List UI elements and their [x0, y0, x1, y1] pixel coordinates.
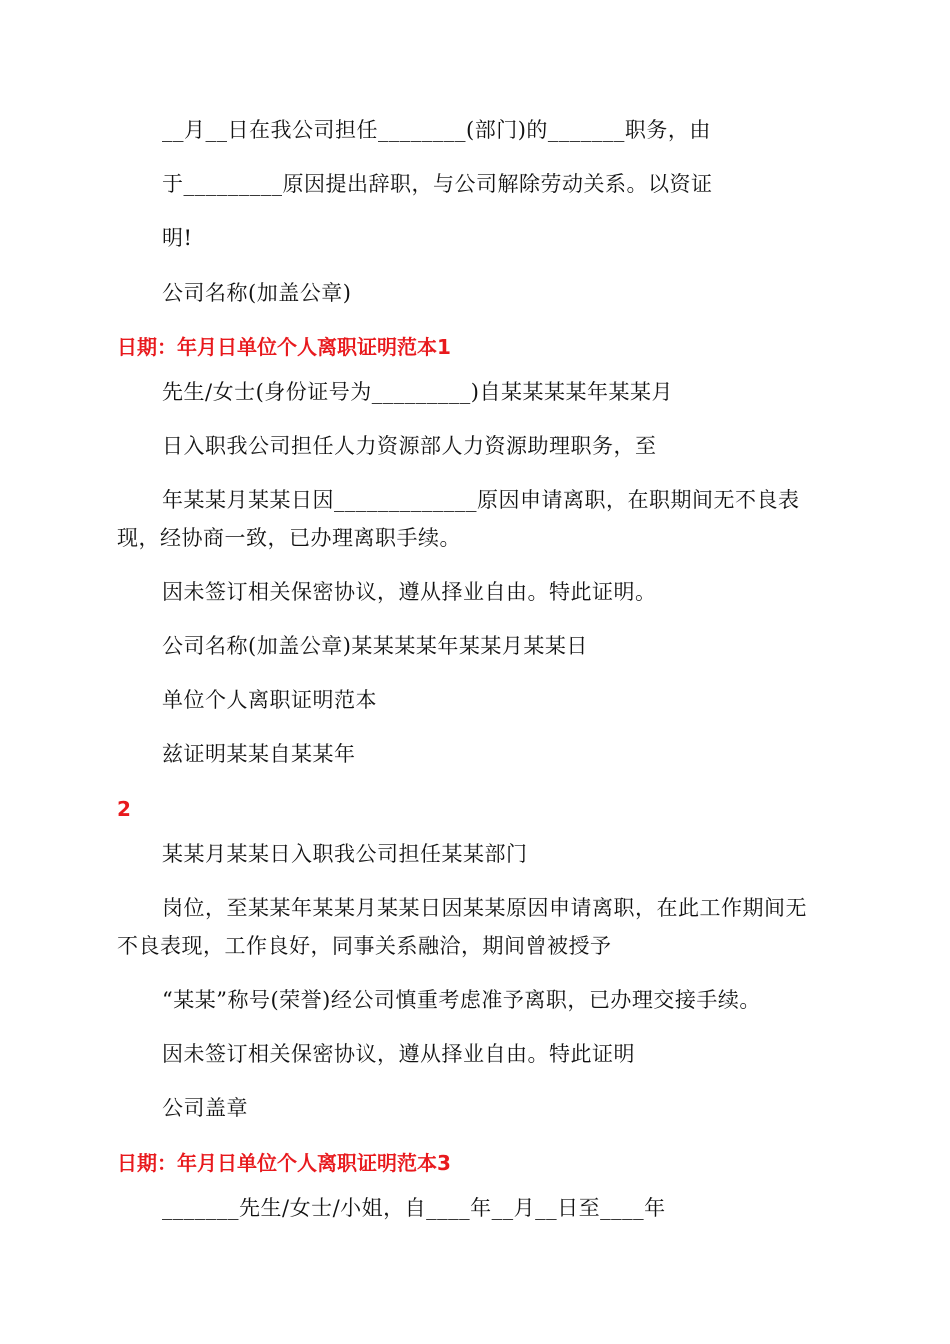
body-line: 现，经协商一致，已办理离职手续。 — [117, 526, 461, 550]
body-line: 岗位，至某某年某某月某某日因某某原因申请离职，在此工作期间无 — [162, 896, 807, 920]
body-line: 因未签订相关保密协议，遵从择业自由。特此证明。 — [162, 580, 657, 604]
company-name-seal: 公司名称(加盖公章) — [162, 281, 352, 305]
company-seal: 公司盖章 — [162, 1096, 248, 1120]
body-line: _______先生/女士/小姐，自____年__月__日至____年 — [162, 1196, 666, 1220]
section-heading-1: 日期：年月日单位个人离职证明范本1 — [117, 335, 451, 359]
body-line: 因未签订相关保密协议，遵从择业自由。特此证明 — [162, 1042, 635, 1066]
company-name-date: 公司名称(加盖公章)某某某某年某某月某某日 — [162, 634, 588, 658]
template-title: 单位个人离职证明范本 — [162, 688, 377, 712]
section-heading-3: 日期：年月日单位个人离职证明范本3 — [117, 1151, 451, 1175]
body-line: 年某某月某某日因_____________原因申请离职，在职期间无不良表 — [162, 488, 800, 512]
section-heading-2: 2 — [117, 797, 131, 821]
body-line: __月__日在我公司担任________(部门)的_______职务，由 — [162, 118, 711, 142]
body-line: 某某月某某日入职我公司担任某某部门 — [162, 842, 528, 866]
body-line: 日入职我公司担任人力资源部人力资源助理职务，至 — [162, 434, 657, 458]
body-line: 不良表现，工作良好，同事关系融洽，期间曾被授予 — [117, 934, 612, 958]
body-line: 于_________原因提出辞职，与公司解除劳动关系。以资证 — [162, 172, 713, 196]
body-line: 明! — [162, 226, 193, 250]
body-line: “某某”称号(荣誉)经公司慎重考虑准予离职，已办理交接手续。 — [162, 988, 761, 1012]
body-line: 先生/女士(身份证号为_________)自某某某某年某某月 — [162, 380, 673, 404]
body-line: 兹证明某某自某某年 — [162, 742, 356, 766]
